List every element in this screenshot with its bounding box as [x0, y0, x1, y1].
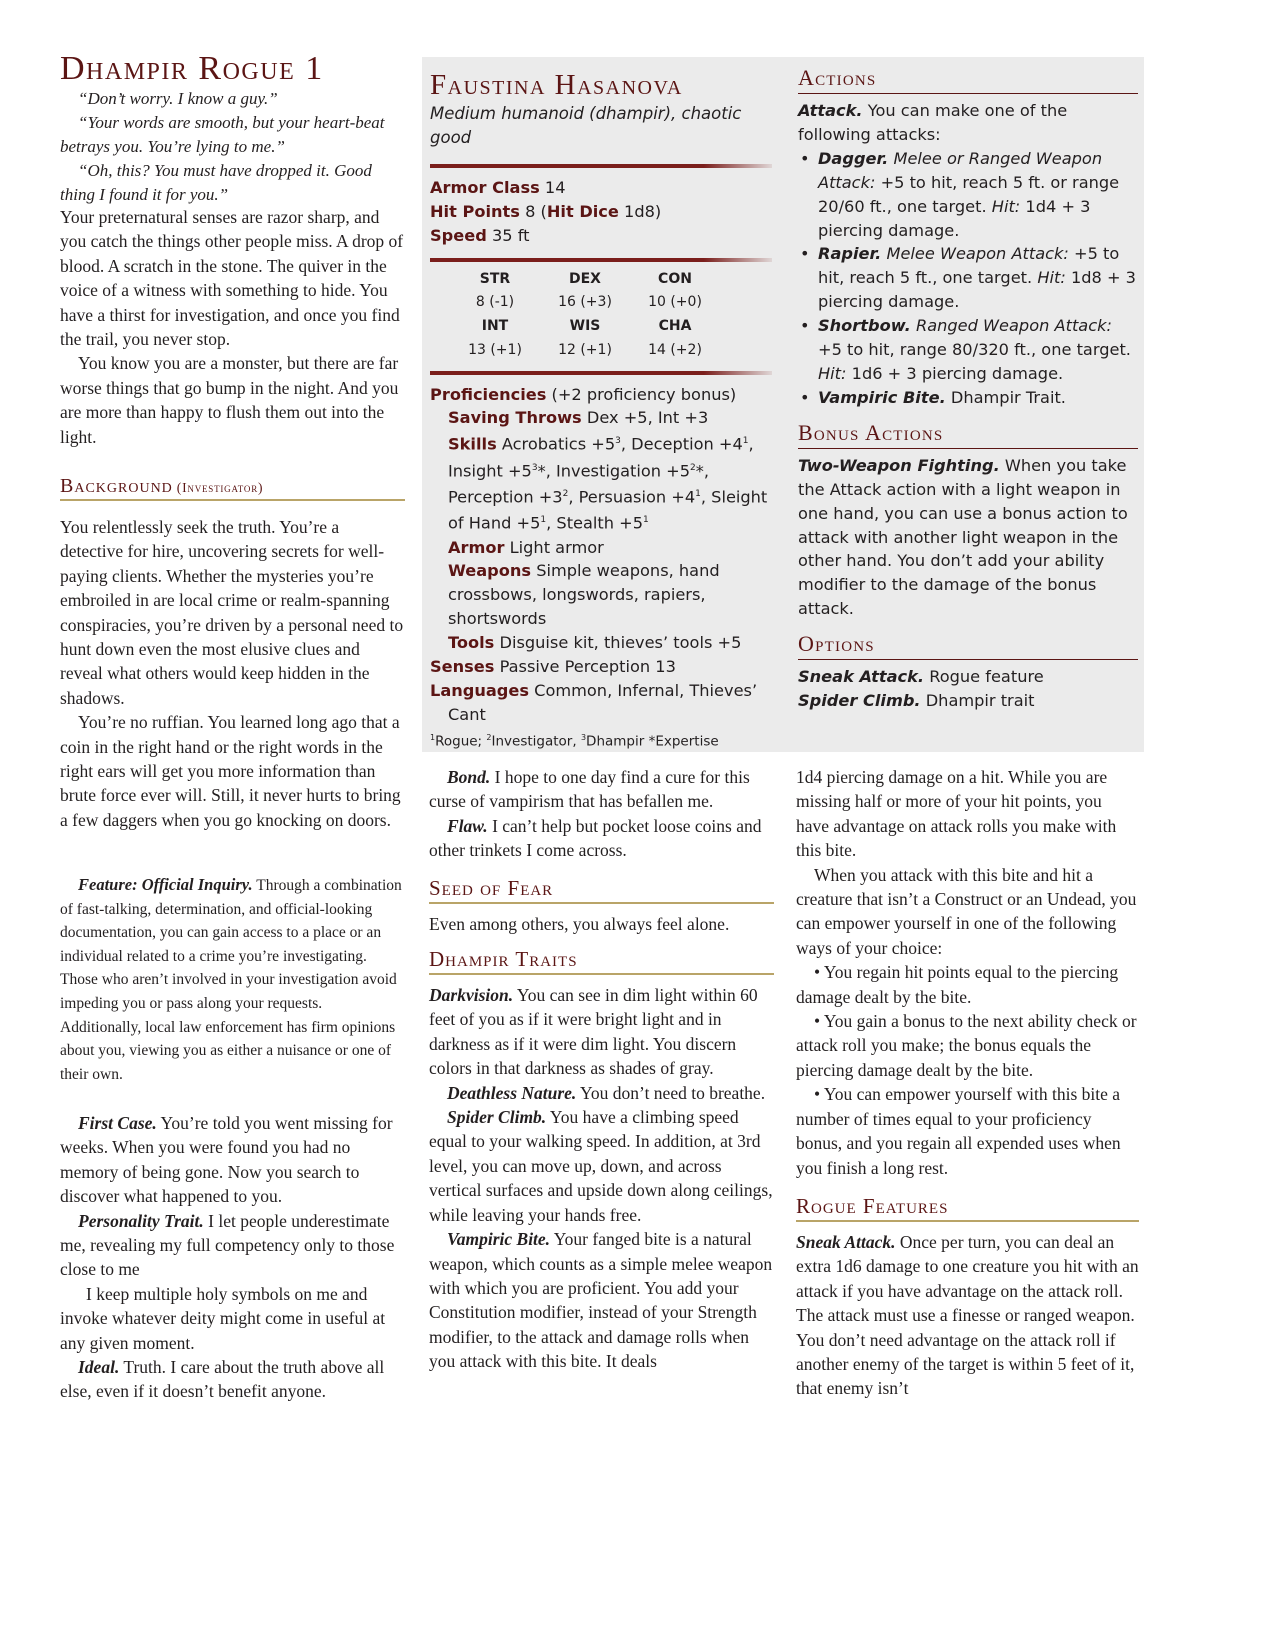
tools-value: Disguise kit, thieves’ tools +5: [499, 633, 742, 653]
hit-points-label: Hit Points: [430, 201, 520, 221]
rapier-label: Rapier.: [818, 244, 882, 264]
weapons-value: Simple weapons, hand crossbows, longswords, rapiers, shortswords: [448, 561, 720, 629]
vampiric-bite-label: Vampiric Bite.: [447, 1229, 551, 1250]
attack-label: Attack.: [798, 101, 863, 120]
bond-paragraph: [429, 765, 774, 814]
deathless-label: Deathless Nature.: [447, 1082, 577, 1103]
dhampir-traits-heading: [429, 947, 774, 975]
background-text: [60, 515, 405, 832]
attack-list: [798, 147, 1138, 410]
ideal-paragraph: [60, 1355, 405, 1404]
spider-climb-label: Spider Climb.: [447, 1107, 547, 1128]
armor-row: [430, 536, 772, 560]
speed-label: Speed: [430, 225, 487, 245]
darkvision-text: You can see in dim light within 60 feet of you as if it were bright light and in darkness as if it were dim light. You discern colors in that darkness as shades of gray.: [429, 985, 758, 1079]
dagger-label: Dagger.: [818, 148, 889, 168]
ideal-label: Ideal.: [78, 1357, 120, 1378]
attack-text: You can make one of the following attacks:: [798, 101, 1068, 144]
dagger-type: Melee or Ranged Weapon Attack:: [818, 148, 1103, 192]
footnote: $^1$Rogue; $^2$Investigator, $^3$Dhampir *Expertise: [430, 732, 719, 750]
divider-3: [430, 371, 772, 375]
shortbow-label: Shortbow.: [818, 316, 911, 336]
rapier-text: +5 to hit, reach 5 ft., one target.: [818, 244, 1120, 288]
option-spider-climb: [798, 689, 1138, 713]
stat-block: [422, 57, 1144, 752]
personality-body: I let people underestimate me, revealing my full competency only to those close to me: [60, 1210, 395, 1280]
feature-paragraph: [60, 873, 405, 1086]
saving-throws-label: Saving Throws: [448, 408, 582, 428]
skills-label: Skills: [448, 434, 497, 454]
dagger-damage: 1d4 + 3 piercing damage.: [818, 196, 1091, 240]
bonus-actions-heading: Bonus Actions: [798, 420, 1138, 449]
sneak-attack-paragraph: [796, 1230, 1139, 1401]
stat-block-left: [430, 69, 772, 752]
hit-dice-value: 1d8: [624, 201, 655, 221]
hit-dice-label: Hit Dice: [546, 201, 619, 221]
bonus-actions-body: [798, 454, 1138, 621]
armor-class-label: Armor Class: [430, 178, 540, 197]
page-title: Dhampir Rogue 1: [60, 50, 324, 87]
spider-climb-paragraph: [429, 1105, 774, 1227]
quote-1: “Don’t worry. I know a guy.”: [78, 89, 278, 108]
proficiencies-label: Proficiencies: [430, 384, 547, 404]
armor-label: Armor: [448, 537, 505, 557]
flaw-paragraph: [429, 814, 774, 863]
quote-2: “Your words are smooth, but your heart-beat betrays you. You’re lying to me.”: [60, 113, 385, 156]
proficiencies: [430, 383, 772, 753]
deathless-paragraph: [429, 1081, 774, 1105]
tools-label: Tools: [448, 633, 495, 653]
creature-type: Medium humanoid (dhampir), chaotic good: [430, 104, 742, 147]
ideal-body: Truth. I care about the truth above all else, even if it doesn’t benefit anyone.: [60, 1357, 385, 1402]
saving-throws-value: Dex +5, Int +3: [586, 408, 709, 428]
footnote-dhampir: Dhampir *Expertise: [586, 733, 719, 750]
vampiric-bite-text: Your fanged bite is a natural weapon, which counts as a simple melee weapon with which you are proficient. You add your Constitution modifier, instead of your Strength modifier, to the attack and damage rolls when you attack with this bite. It deals: [429, 1229, 773, 1372]
bond-label: Bond.: [447, 767, 491, 787]
intro-text: [60, 205, 405, 449]
quote-3: “Oh, this? You must have dropped it. Good thing I found it for you.”: [60, 161, 372, 204]
armor-value: Light armor: [509, 537, 604, 557]
rapier-hit-label: Hit:: [1037, 268, 1066, 288]
ability-wis-score: 12 (+1): [558, 341, 612, 358]
feature-text: [60, 873, 405, 1086]
background-paragraph-1: You relentlessly seek the truth. You’re a detective for hire, uncovering secrets for well-paying clients. Whether the mysteries you’re embroiled in are local crime or realm-spanning conspiracies, you’re driven by a personal need to hunt down even the most elusive clues and reveal what others would keep hidden in the shadows.: [60, 517, 404, 708]
personality-paragraph-2: I keep multiple holy symbols on me and invoke whatever deity might come in useful at any given moment.: [60, 1283, 386, 1353]
intro-paragraph-2: You know you are a monster, but there are far worse things that go bump in the night. And you are more than happy to flush them out into the light.: [60, 353, 399, 447]
ability-int-score: 13 (+1): [468, 341, 522, 358]
ability-str-score: 8 (-1): [475, 294, 515, 311]
flaw-text: I can’t help but pocket loose coins and other trinkets I come across.: [429, 815, 762, 861]
bite-continued-paragraph-1: 1d4 piercing damage on a hit. While you are missing half or more of your hit points, you have advantage on attack rolls you make with this bite.: [796, 767, 1117, 861]
background-heading: [60, 475, 405, 501]
languages-value: Common, Infernal, Thieves’ Cant: [448, 680, 758, 724]
tools-row: [430, 631, 772, 655]
stat-block-right: [798, 65, 1138, 713]
seed-of-fear-text: Even among others, you always feel alone.: [429, 913, 730, 934]
armor-class-value: 14: [544, 178, 566, 197]
spider-label: Spider Climb.: [798, 691, 921, 711]
divider-1: [430, 164, 772, 168]
bite-text: Dhampir Trait.: [950, 387, 1066, 407]
senses-value: Passive Perception 13: [499, 657, 676, 677]
languages-row: [430, 679, 772, 727]
ability-con-score: 10 (+0): [648, 294, 702, 311]
darkvision-label: Darkvision.: [429, 985, 514, 1006]
sneak-attack-label: Sneak Attack.: [796, 1231, 896, 1252]
bite-option-3: • You can empower yourself with this bite a number of times equal to your proficiency bonus, and you regain all expended uses when you finish a long rest.: [796, 1084, 1121, 1178]
shortbow-damage: 1d6 + 3 piercing damage.: [851, 363, 1064, 383]
actions-body: [798, 99, 1138, 410]
darkvision-paragraph: [429, 983, 774, 1081]
vampiric-bite-paragraph: [429, 1227, 774, 1373]
senses-label: Senses: [430, 657, 495, 677]
attack-row: [798, 99, 1138, 147]
proficiencies-value: (+2 proficiency bonus): [551, 384, 737, 404]
option-sneak-attack: [798, 665, 1138, 689]
rogue-features-title: Rogue Features: [796, 1193, 949, 1218]
armor-class-row: [430, 176, 772, 200]
core-stats: [430, 176, 772, 248]
languages-label: Languages: [430, 680, 529, 700]
ability-dex-name: DEX: [569, 270, 601, 287]
first-case-label: First Case.: [78, 1113, 157, 1133]
bond-text: I hope to one day find a cure for this curse of vampirism that has befallen me.: [429, 767, 750, 812]
right-column: [796, 765, 1139, 1401]
personality-paragraph: [60, 1209, 405, 1282]
weapons-row: [430, 559, 772, 631]
ability-cha-score: 14 (+2): [648, 341, 702, 358]
spider-text: Dhampir trait: [925, 691, 1035, 711]
sneak-text: Rogue feature: [929, 667, 1044, 687]
dhampir-traits-body: [429, 983, 774, 1374]
actions-heading: Actions: [798, 65, 1138, 94]
seed-of-fear-heading: [429, 876, 774, 904]
ability-int-name: INT: [481, 318, 509, 335]
deathless-text: You don’t need to breathe.: [580, 1082, 766, 1103]
attack-vampiric-bite: [818, 386, 1138, 410]
attack-rapier: [818, 242, 1138, 314]
proficiencies-row: [430, 383, 772, 407]
bond-flaw: [429, 765, 774, 863]
rogue-features-body: [796, 1230, 1139, 1401]
divider-2: [430, 258, 772, 262]
background-title: Background: [60, 475, 173, 497]
twf-label: Two-Weapon Fighting.: [798, 455, 1000, 475]
middle-column: [429, 765, 774, 1374]
saving-throws-row: [430, 406, 772, 430]
traits-text: [60, 1111, 405, 1404]
footnote-rogue: Rogue;: [435, 733, 483, 750]
rogue-features-heading: [796, 1194, 1139, 1222]
options-body: [798, 665, 1138, 713]
ability-dex-score: 16 (+3): [558, 294, 612, 311]
spider-climb-text: You have a climbing speed equal to your walking speed. In addition, at 3rd level, you can move up, down, and across vertical surfaces and upside down along ceilings, while leaving your hands free.: [429, 1107, 773, 1225]
bite-label: Vampiric Bite.: [818, 387, 946, 407]
opening-quotes: [60, 87, 405, 207]
skills-row: Skills Acrobatics $+5^3$, Deception $+4^1$, Insight $+5^3*$, Investigation $+5^2*$, Perception $+3^2$, Persuasion $+4^1$, Sleight of Hand $+5^1$, Stealth $+5^1$: [448, 434, 768, 533]
senses-row: [430, 655, 772, 679]
sneak-attack-text: Once per turn, you can deal an extra 1d6 damage to one creature you hit with an attack if you have advantage on the attack roll. The attack must use a finesse or ranged weapon. You don’t need advantage on the attack roll if another enemy of the target is within 5 feet of it, that enemy isn’t: [796, 1231, 1139, 1399]
speed-value: 35 ft: [491, 225, 530, 245]
attack-shortbow: [818, 314, 1138, 386]
rapier-damage: 1d8 + 3 piercing damage.: [818, 268, 1136, 312]
bite-option-1: • You regain hit points equal to the piercing damage dealt by the bite.: [796, 962, 1119, 1007]
rapier-type: Melee Weapon Attack:: [886, 244, 1069, 264]
hit-points-row: Hit Points 8 (Hit Dice 1d8): [430, 201, 662, 221]
seed-of-fear-title: Seed of Fear: [429, 875, 554, 900]
ability-con-name: CON: [658, 270, 692, 287]
background-subtitle: (Investigator): [176, 480, 264, 495]
bite-continued-paragraph-2: When you attack with this bite and hit a creature that isn’t a Construct or an Undead, you can empower yourself in one of the following ways of your choice:: [796, 864, 1137, 958]
dhampir-traits-title: Dhampir Traits: [429, 947, 578, 972]
background-paragraph-2: You’re no ruffian. You learned long ago that a coin in the right hand or the right words in the right ears will get you more information than brute force ever will. Still, it never hurts to bring a few daggers when you go knocking on doors.: [60, 712, 401, 830]
hit-points-value: 8: [525, 201, 536, 221]
attack-dagger: [818, 147, 1138, 243]
bite-option-2: • You gain a bonus to the next ability check or attack roll you make; the bonus equals the piercing damage dealt by the bite.: [796, 1011, 1137, 1080]
feature-body: Through a combination of fast-talking, determination, and official-looking documentation, you can gain access to a place or an individual related to a crime you’re investigating. Those who aren’t involved in your investigation avoid impeding you or pass along your requests. Additionally, local law enforcement has firm opinions about you, viewing you as either a nuisance or one of their own.: [60, 877, 402, 1083]
speed-row: [430, 224, 772, 248]
ability-scores: [450, 268, 772, 363]
twf-text: When you take the Attack action with a light weapon in one hand, you can use a bonus action to attack with another light weapon in the other hand. You don’t add your ability modifier to the damage of the bonus attack.: [798, 455, 1128, 619]
intro-paragraph-1: Your preternatural senses are razor sharp, and you catch the things other people miss. A drop of blood. A scratch in the stone. The quiver in the voice of a witness with something to hide. You have a thirst for investigation, and once you find the trail, you never stop.: [60, 207, 404, 350]
first-case-body: You’re told you went missing for weeks. When you were found you had no memory of being gone. Now you search to discover what happened to you.: [60, 1113, 393, 1207]
shortbow-type: Ranged Weapon Attack:: [915, 316, 1112, 336]
dagger-hit-label: Hit:: [991, 196, 1021, 216]
ability-wis-name: WIS: [569, 318, 601, 335]
creature-name: Faustina Hasanova: [430, 69, 683, 101]
shortbow-text: +5 to hit, range 80/320 ft., one target.: [818, 340, 1131, 360]
dagger-text: +5 to hit, reach 5 ft. or range 20/60 ft., one target.: [818, 172, 1120, 216]
feature-label: Feature: Official Inquiry.: [78, 875, 253, 894]
options-heading: Options: [798, 631, 1138, 660]
footnote-investigator: Investigator,: [491, 733, 577, 750]
weapons-label: Weapons: [448, 561, 532, 581]
ability-cha-name: CHA: [658, 318, 692, 335]
first-case-paragraph: [60, 1111, 405, 1209]
flaw-label: Flaw.: [447, 815, 488, 836]
vampiric-bite-continued: [796, 765, 1139, 1180]
ability-str-name: STR: [479, 270, 511, 287]
shortbow-hit-label: Hit:: [818, 363, 847, 383]
personality-label: Personality Trait.: [78, 1210, 204, 1231]
sneak-label: Sneak Attack.: [798, 667, 925, 687]
